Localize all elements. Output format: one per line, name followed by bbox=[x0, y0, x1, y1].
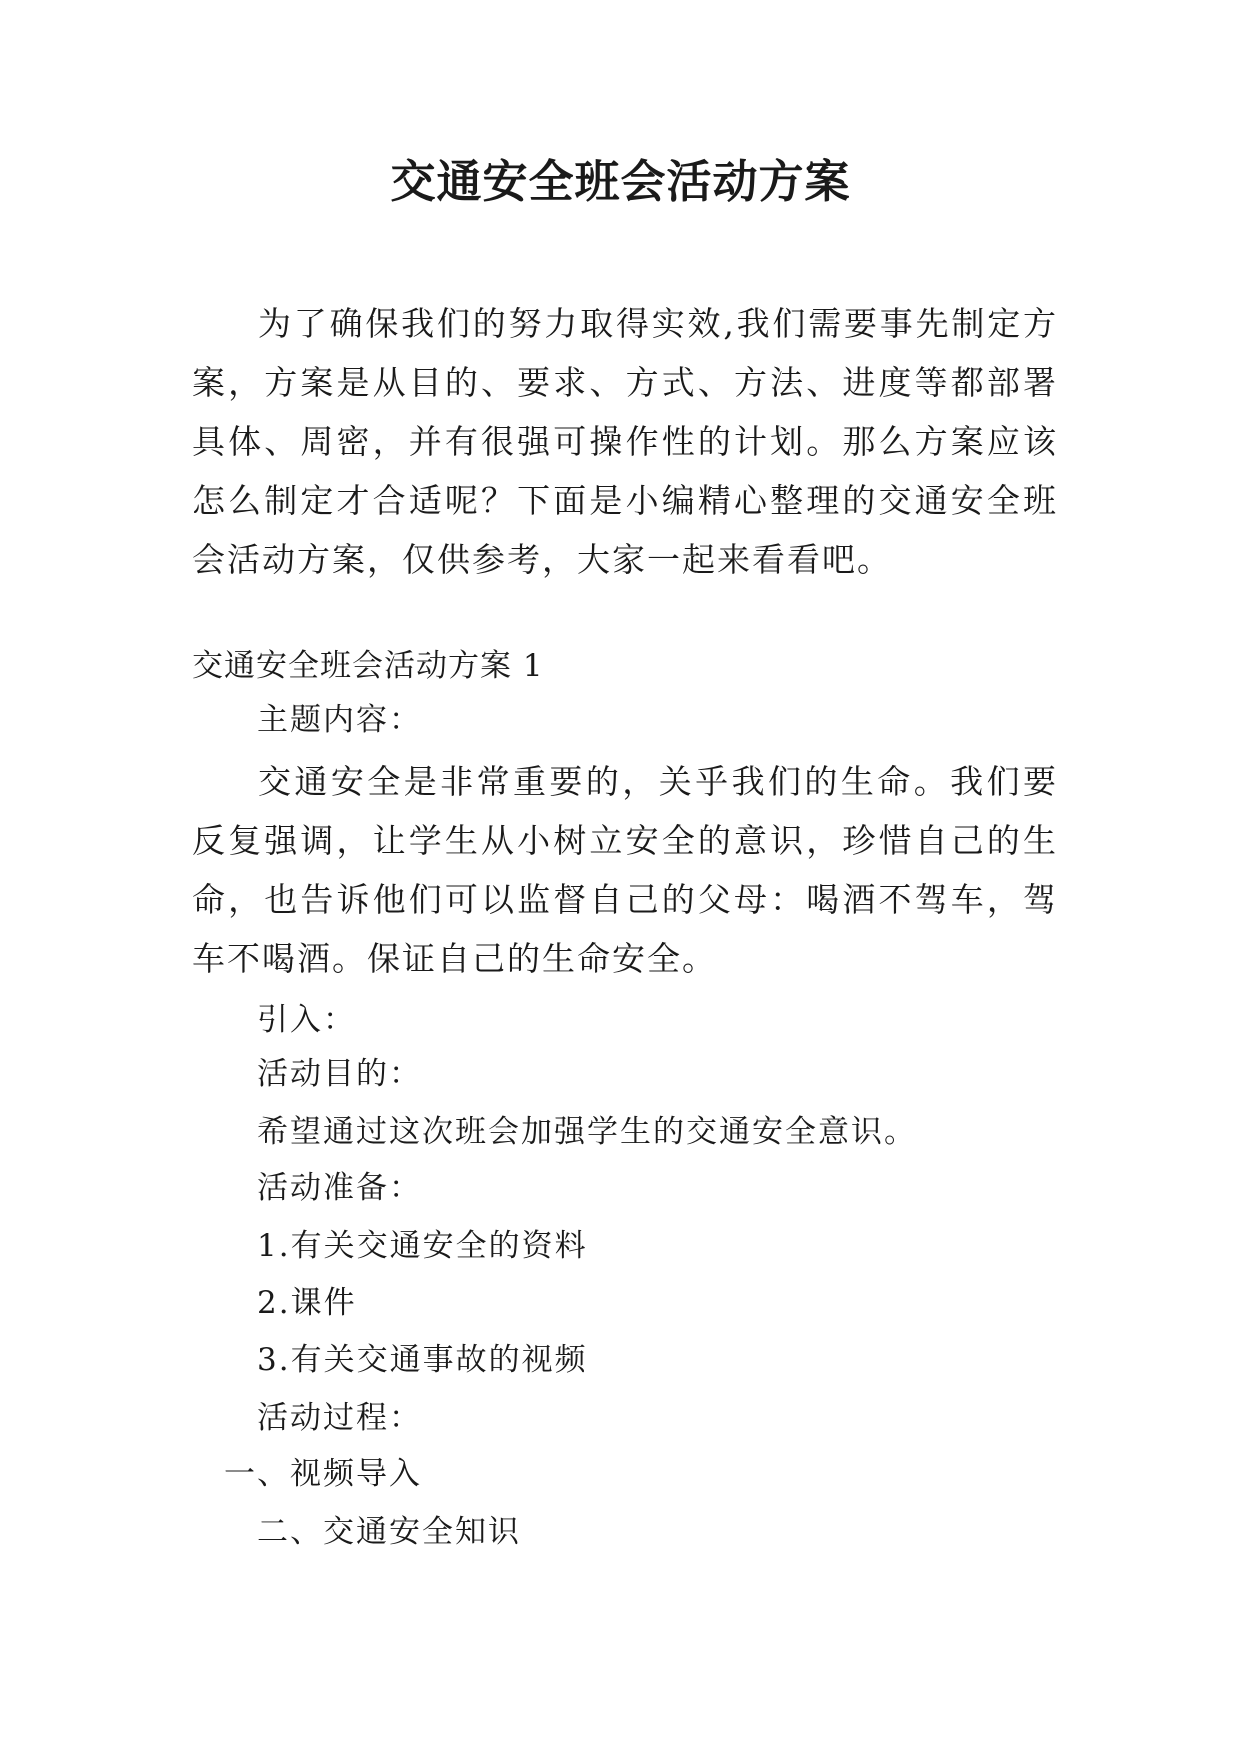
process-label: 活动过程： bbox=[257, 1400, 422, 1436]
intro-paragraph: 为了确保我们的努力取得实效,我们需要事先制定方案，方案是从目的、要求、方式、方法、进度等都部署具体、周密，并有很强可操作性的计划。那么方案应该怎么制定才合适呢？下面是小编精心整理的交通安全班会活动方案，仅供参考，大家一起来看看吧。 bbox=[192, 304, 1058, 579]
section-heading: 交通安全班会活动方案 1 bbox=[192, 648, 544, 684]
intro-label: 引入： bbox=[257, 1002, 356, 1038]
prep-label: 活动准备： bbox=[257, 1170, 422, 1206]
theme-label: 主题内容： bbox=[257, 702, 422, 738]
goal-body: 希望通过这次班会加强学生的交通安全意识。 bbox=[257, 1114, 917, 1150]
theme-paragraph: 交通安全是非常重要的，关乎我们的生命。我们要反复强调，让学生从小树立安全的意识，珍惜自己的生命，也告诉他们可以监督自己的父母：喝酒不驾车，驾车不喝酒。保证自己的生命安全。 bbox=[192, 762, 1058, 978]
document-title: 交通安全班会活动方案 bbox=[390, 155, 851, 208]
prep-item: 3.有关交通事故的视频 bbox=[257, 1342, 588, 1378]
goal-label: 活动目的： bbox=[257, 1056, 422, 1092]
prep-item: 2.课件 bbox=[257, 1285, 357, 1321]
process-item: 一、视频导入 bbox=[224, 1456, 422, 1492]
process-item: 二、交通安全知识 bbox=[257, 1514, 521, 1550]
prep-item: 1.有关交通安全的资料 bbox=[257, 1228, 588, 1264]
